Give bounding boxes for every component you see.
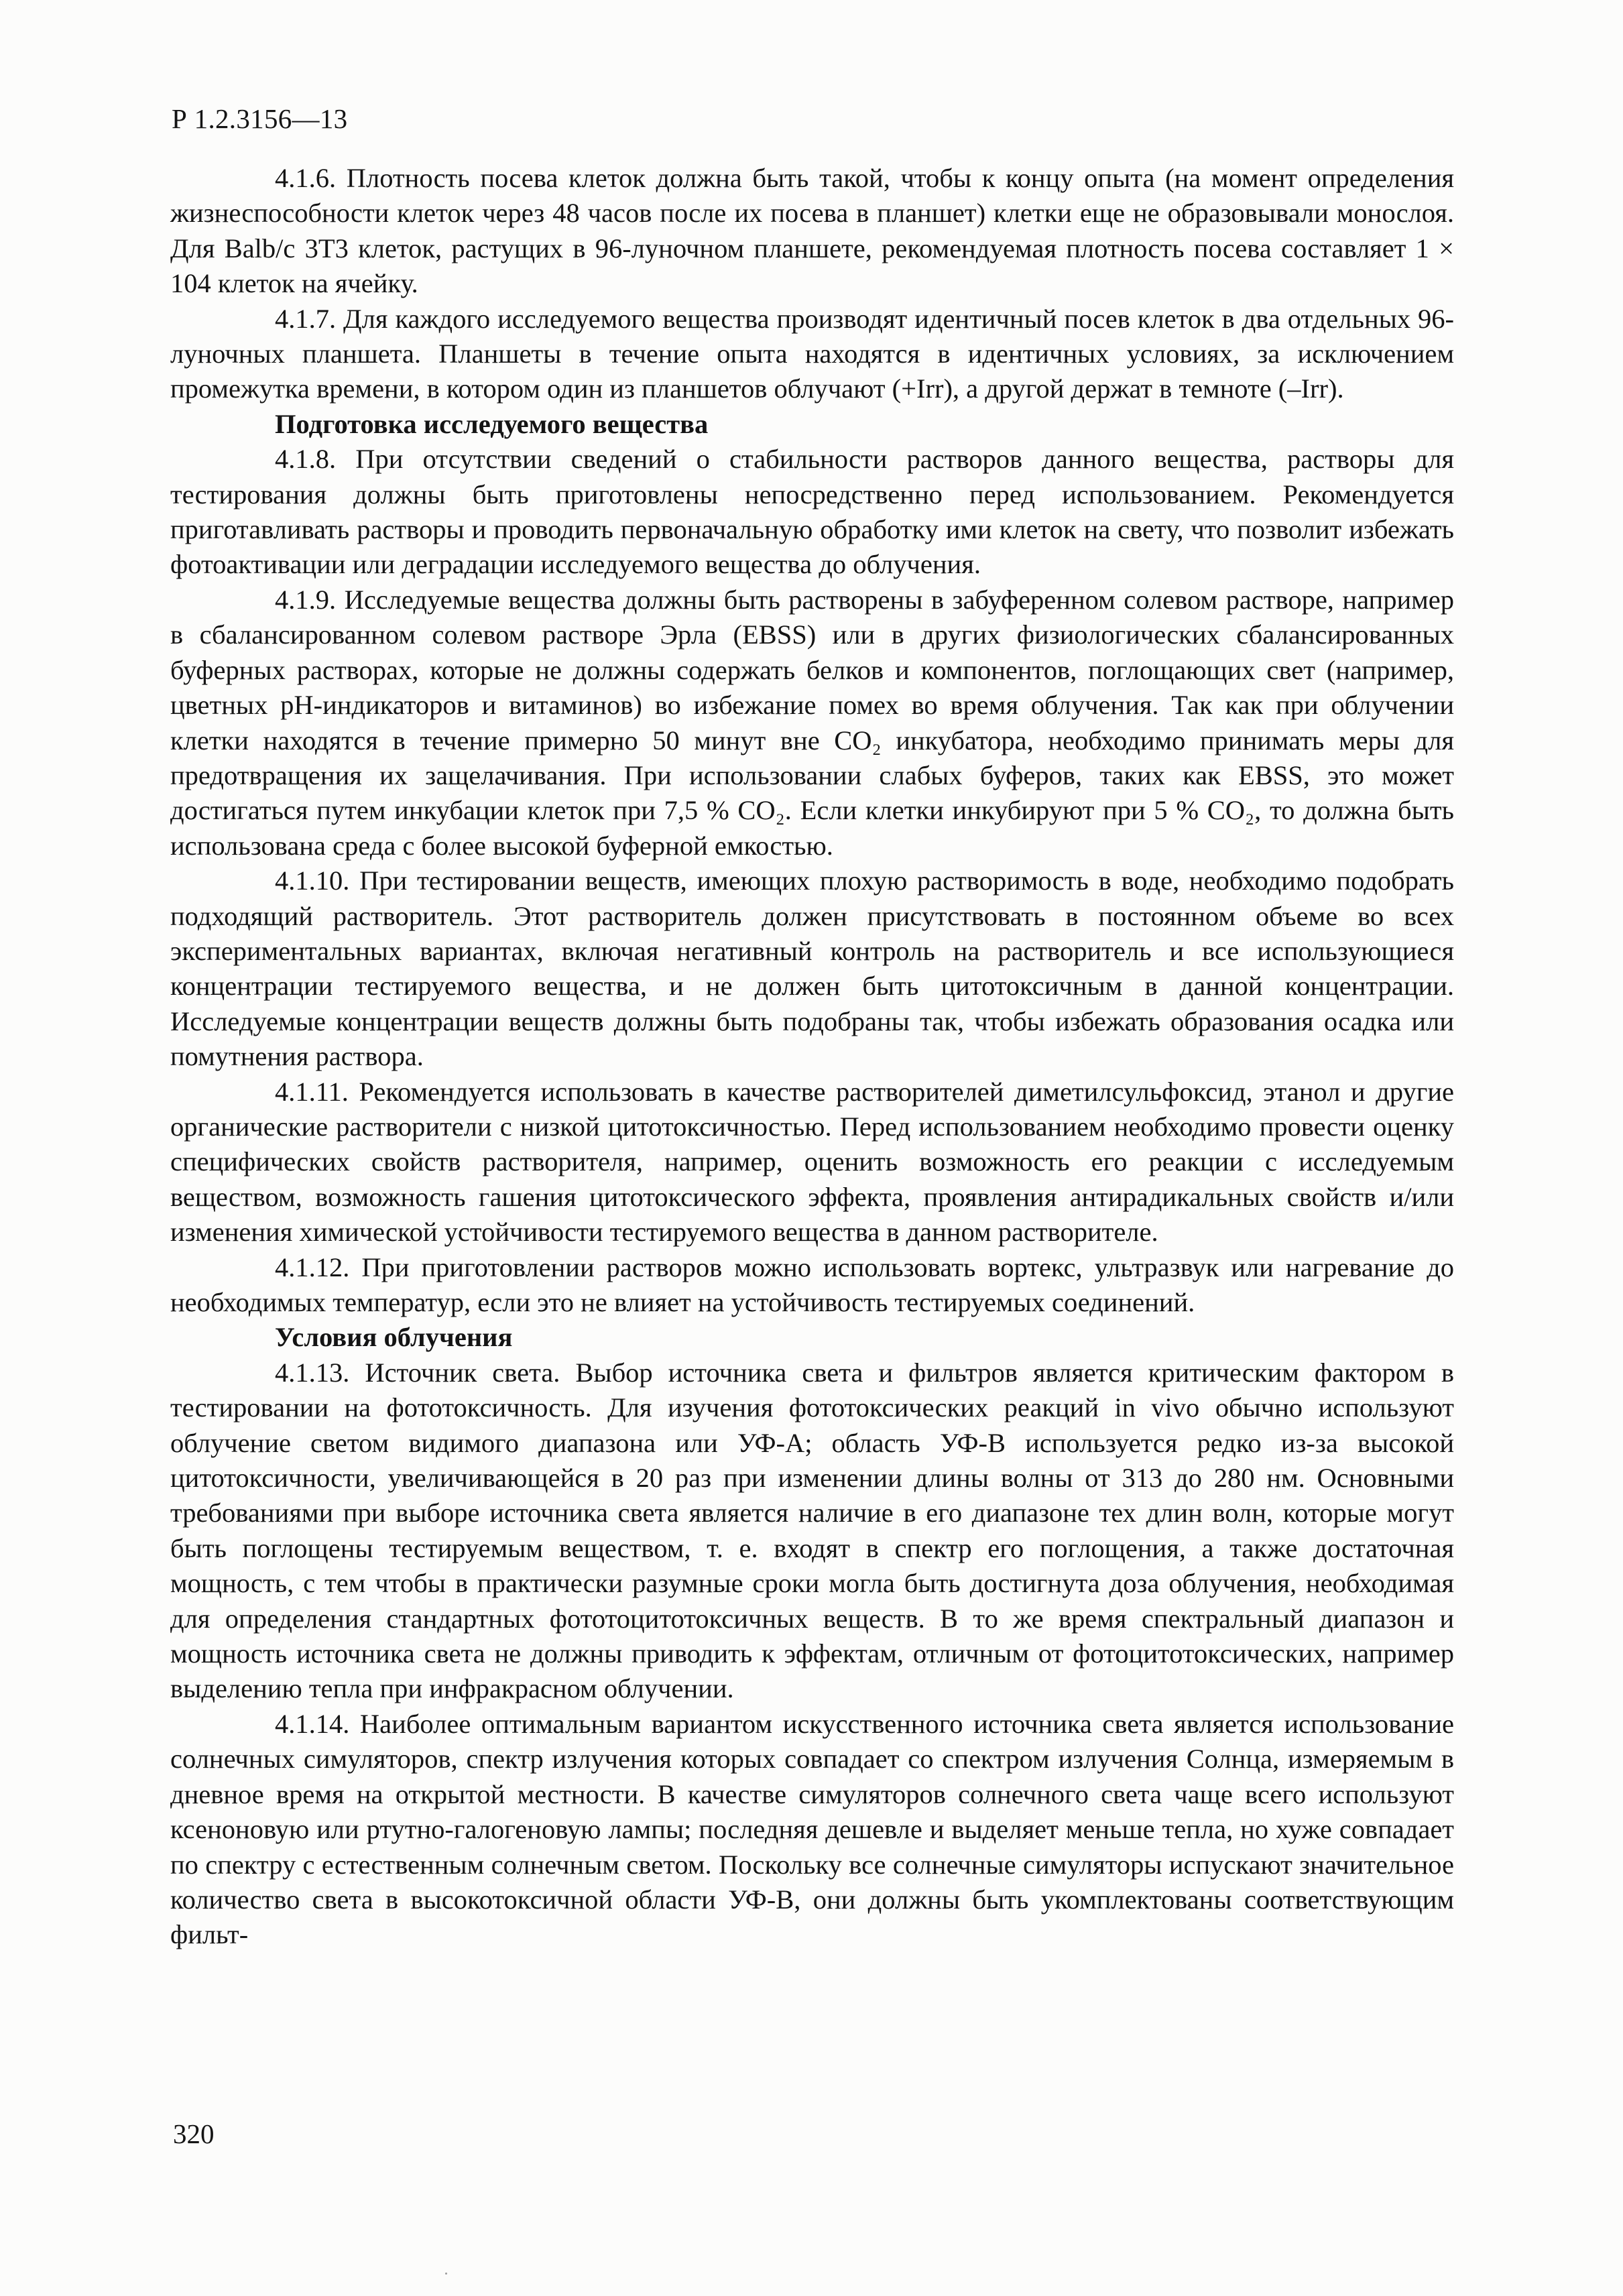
- document-code-header: Р 1.2.3156—13: [172, 103, 348, 134]
- paragraph-4-1-14: 4.1.14. Наиболее оптимальным вариантом искусственного источника света является использование солнечных симуляторов, спектр излучения которых совпадает со спектром излучения Солнца, измеряемым в дневное время на открытой местности. В качестве симуляторов солнечного света чаще всего используют ксеноновую или ртутно-галогеновую лампы; последняя дешевле и выделяет меньше тепла, но хуже совпадает по спектру с естественным солнечным светом. Поскольку все солнечные симуляторы испускают значительное количество света в высокотоксичной области УФ-В, они должны быть укомплектованы соответствующим фильт-: [170, 1708, 1454, 1950]
- paragraph-4-1-10: 4.1.10. При тестировании веществ, имеющих плохую растворимость в воде, необходимо подобрать подходящий растворитель. Этот растворитель должен присутствовать в постоянном объеме во всех экспериментальных вариантах, включая негативный контроль на растворитель и все использующиеся концентрации тестируемого вещества, и не должен быть цитотоксичным в данной концентрации. Исследуемые концентрации веществ должны быть подобраны так, чтобы избежать образования осадка или помутнения раствора.: [170, 865, 1454, 1072]
- paragraph-4-1-8: 4.1.8. При отсутствии сведений о стабильности растворов данного вещества, растворы для тестирования должны быть приготовлены непосредственно перед использованием. Рекомендуется приготавливать растворы и проводить первоначальную обработку ими клеток на свету, что позволит избежать фотоактивации или деградации исследуемого вещества до облучения.: [170, 444, 1454, 580]
- paragraph-4-1-7: 4.1.7. Для каждого исследуемого вещества производят идентичный посев клеток в два отдельных 96-луночных планшета. Планшеты в течение опыта находятся в идентичных условиях, за исключением промежутка времени, в котором один из планшетов облучают (+Irr), а другой держат в темноте (–Irr).: [170, 303, 1454, 404]
- paragraph-4-1-12: 4.1.12. При приготовлении растворов можно использовать вортекс, ультразвук или нагревание до необходимых температур, если это не влияет на устойчивость тестируемых соединений.: [170, 1252, 1454, 1317]
- section-heading-irradiation-conditions: Условия облучения: [275, 1322, 513, 1353]
- paragraph-4-1-13: 4.1.13. Источник света. Выбор источника света и фильтров является критическим фактором в тестировании на фототоксичность. Для изучения фототоксических реакций in vivo обычно используют облучение светом видимого диапазона или УФ-А; область УФ-В используется редко из-за высокой цитотоксичности, увеличивающейся в 20 раз при изменении длины волны от 313 до 280 нм. Основными требованиями при выборе источника света является наличие в его диапазоне тех длин волн, которые могут быть поглощены тестируемым веществом, т. е. входят в спектр его поглощения, а также достаточная мощность, с тем чтобы в практически разумные сроки могла быть достигнута доза облучения, необходимая для определения стандартных фототоцитотоксичных веществ. В то же время спектральный диапазон и мощность источника света не должны приводить к эффектам, отличным от фотоцитотоксических, например выделению тепла при инфракрасном облучении.: [170, 1357, 1454, 1704]
- paragraph-4-1-9: 4.1.9. Исследуемые вещества должны быть растворены в забуференном солевом растворе, например в сбалансированном солевом растворе Эрла (EBSS) или в других физиологических сбалансированных буферных растворах, которые не должны содержать белков и компонентов, поглощающих свет (например, цветных pH-индикаторов и витаминов) во избежание помех во время облучения. Так как при облучении клетки находятся в течение примерно 50 минут вне CO₂ инкубатора, необходимо принимать меры для предотвращения их защелачивания. При использовании слабых буферов, таких как EBSS, это может достигаться путем инкубации клеток при 7,5 % CO₂. Если клетки инкубируют при 5 % CO₂, то должна быть использована среда с более высокой буферной емкостью.: [170, 584, 1454, 861]
- document-body: [170, 161, 1454, 1953]
- page-number: 320: [173, 2118, 215, 2149]
- paragraph-4-1-11: 4.1.11. Рекомендуется использовать в качестве растворителей диметилсульфоксид, этанол и другие органические растворители с низкой цитотоксичностью. Перед использованием необходимо провести оценку специфических свойств растворителя, например, оценить возможность его реакции с исследуемым веществом, возможность гашения цитотоксического эффекта, проявления антирадикальных свойств и/или изменения химической устойчивости тестируемого вещества в данном растворителе.: [170, 1076, 1454, 1248]
- section-heading-substance-preparation: Подготовка исследуемого вещества: [275, 408, 709, 439]
- paragraph-4-1-6: 4.1.6. Плотность посева клеток должна быть такой, чтобы к концу опыта (на момент определения жизнеспособности клеток через 48 часов после их посева в планшет) клетки еще не образовывали монослоя. Для Balb/c 3T3 клеток, растущих в 96-луночном планшете, рекомендуемая плотность посева составляет 1 × 104 клеток на ячейку.: [170, 163, 1454, 299]
- scan-speck: [445, 2273, 447, 2275]
